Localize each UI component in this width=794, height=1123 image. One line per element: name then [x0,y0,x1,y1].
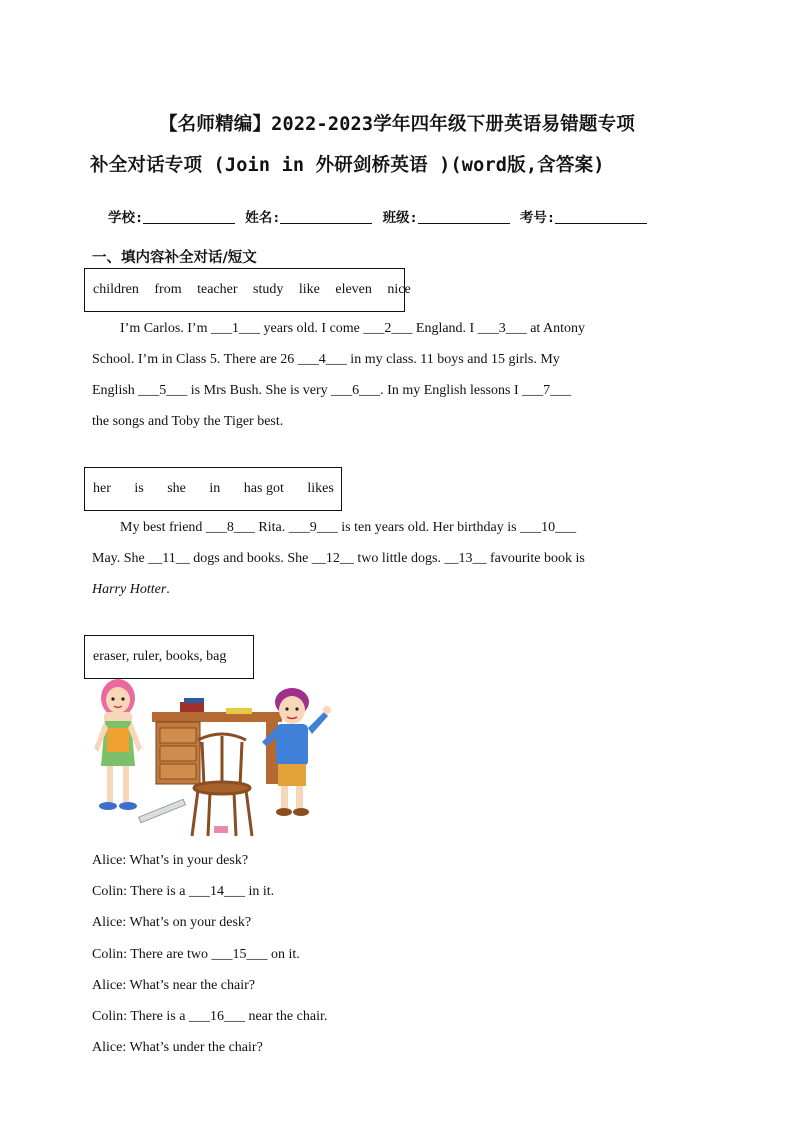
word-bank-item: nice [387,282,411,297]
passage-line: the songs and Toby the Tiger best. [92,414,284,429]
passage-1 [92,313,672,437]
passage-line: English ___5___ is Mrs Bush. She is very ___6___. In my English lessons I ___7___ [92,383,572,398]
section-heading: 一、填内容补全对话/短文 [92,250,257,266]
word-bank-item: she [167,481,186,496]
school-label: 学校: [108,210,144,226]
word-box-3: eraser, ruler, books, bag [84,635,254,679]
exam-number-label: 考号: [519,210,555,226]
dialogue-line: Colin: There is a ___16___ near the chair. [92,1008,328,1024]
word-bank-item: from [154,282,182,297]
title-line-2: 补全对话专项 (Join in 外研剑桥英语 )(word版,含答案) [90,155,605,176]
class-blank[interactable] [418,223,510,224]
passage-line: School. I’m in Class 5. There are 26 ___4___ in my class. 11 boys and 15 girls. My [92,352,560,367]
book-title: Harry Hotter [92,582,167,597]
word-bank-item: her [93,481,111,496]
word-bank-item: study [253,282,284,297]
classroom-illustration [86,676,336,842]
ruler-on-floor [139,799,186,823]
word-bank-item: in [209,481,221,496]
exam-number-blank[interactable] [555,223,647,224]
passage-2 [92,512,672,605]
student-info-row [108,206,668,226]
word-box-2 [84,467,342,511]
school-blank[interactable] [143,223,235,224]
word-bank-item: is [134,481,144,496]
dialogue-line: Alice: What’s near the chair? [92,977,255,993]
name-label: 姓名: [245,210,281,226]
dialogue-line: Alice: What’s on your desk? [92,915,252,931]
word-bank-item: has got [243,481,284,496]
word-bank-item: likes [307,481,334,496]
passage-line: I’m Carlos. I’m ___1___ years old. I come ___2___ England. I ___3___ at Antony [120,321,586,336]
word-box-1 [84,268,411,312]
desk-figure [152,698,282,784]
dialogue-line: Colin: There is a ___14___ in it. [92,884,275,900]
word-bank-item: children [93,282,139,297]
girl-figure [94,679,142,810]
title-line-1: 【名师精编】2022-2023学年四年级下册英语易错题专项 [158,114,636,135]
passage-line [92,574,672,605]
chair-figure [192,734,252,836]
dialogue [92,845,327,1063]
class-label: 班级: [382,210,418,226]
passage-line: May. She __11__ dogs and books. She __12__ two little dogs. __13__ favourite book is [92,551,585,566]
name-blank[interactable] [280,223,372,224]
word-bank-item: teacher [197,282,238,297]
word-bank-item: eleven [335,282,372,297]
sentence-end: . [166,582,170,597]
word-bank-item: like [298,282,320,297]
dialogue-line: Colin: There are two ___15___ on it. [92,946,300,962]
dialogue-line: Alice: What’s in your desk? [92,853,249,868]
eraser-on-floor [214,826,228,833]
passage-line: My best friend ___8___ Rita. ___9___ is ten years old. Her birthday is ___10___ [120,520,577,535]
dialogue-line: Alice: What’s under the chair? [92,1040,263,1056]
